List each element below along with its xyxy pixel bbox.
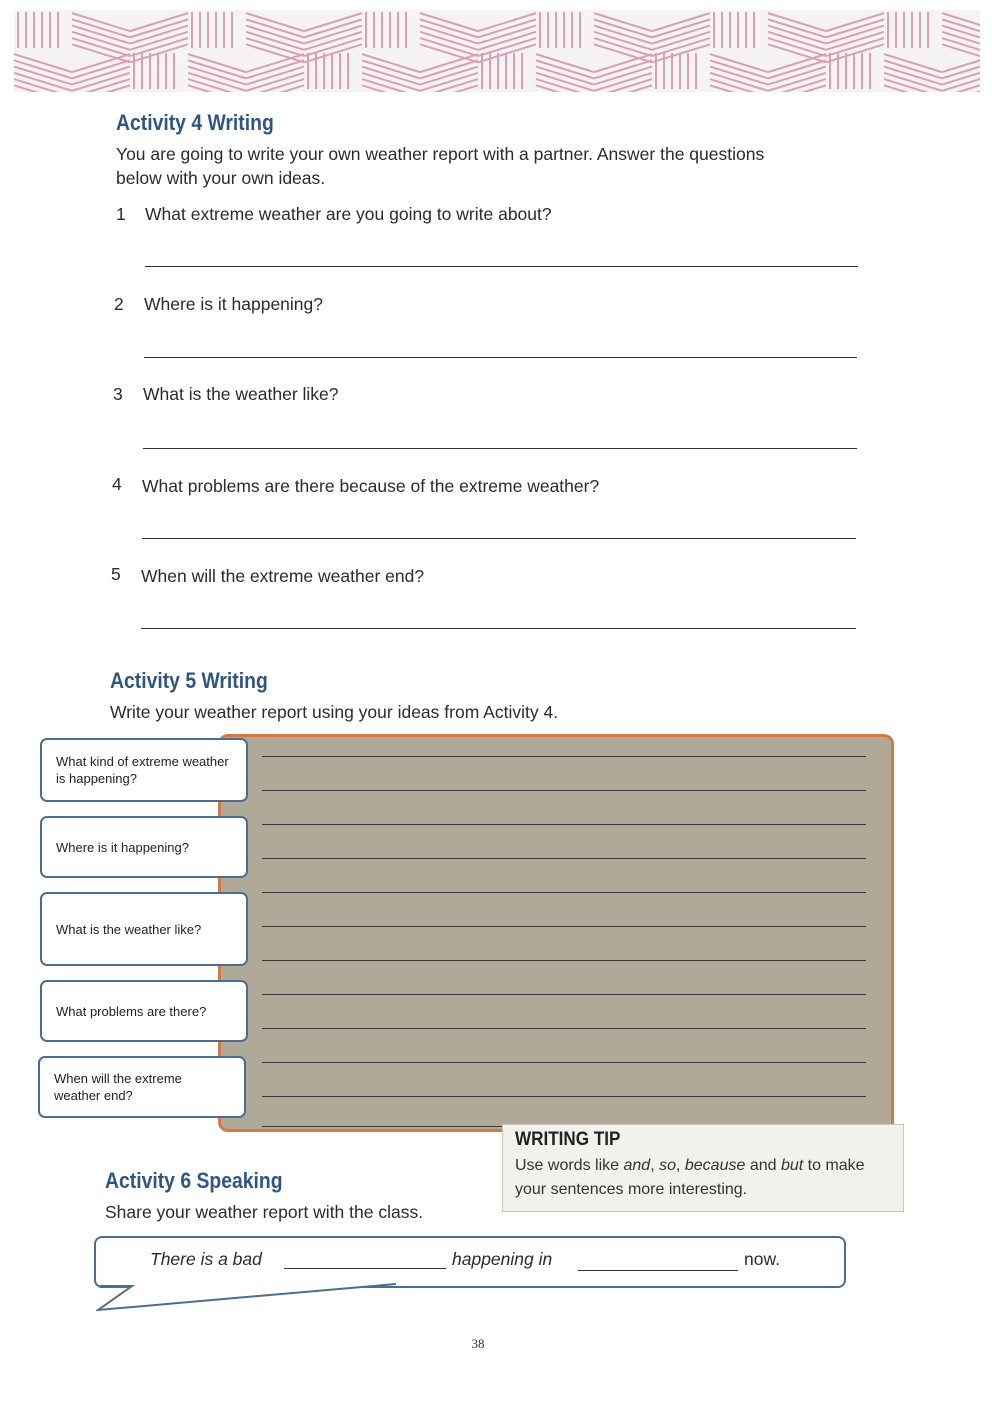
question-text: What extreme weather are you going to write about? xyxy=(145,204,552,224)
writing-line[interactable] xyxy=(262,892,866,893)
writing-line[interactable] xyxy=(262,790,866,791)
activity6-instruction: Share your weather report with the class. xyxy=(105,1202,424,1222)
prompt-box-weather: What is the weather like? xyxy=(40,892,248,966)
writing-tip-box xyxy=(502,1124,904,1212)
writing-line[interactable] xyxy=(262,1126,504,1127)
activity4-heading: Activity 4 Writing xyxy=(116,110,274,135)
writing-line[interactable] xyxy=(262,926,866,927)
question-number: 1 xyxy=(116,204,126,224)
writing-line[interactable] xyxy=(262,756,866,757)
sentence-blank-weather[interactable] xyxy=(284,1268,446,1269)
writing-tip-title: WRITING TIP xyxy=(515,1129,621,1150)
question-text: Where is it happening? xyxy=(144,294,323,314)
answer-line-3[interactable] xyxy=(143,448,857,449)
activity5-heading: Activity 5 Writing xyxy=(110,668,268,693)
page-number: 38 xyxy=(471,1336,485,1351)
question-number: 4 xyxy=(112,474,122,494)
writing-line[interactable] xyxy=(262,1062,866,1063)
question-text: What problems are there because of the extreme weather? xyxy=(142,476,600,496)
question-number: 2 xyxy=(114,294,124,314)
zigzag-pattern-icon xyxy=(14,10,980,92)
activity6-heading: Activity 6 Speaking xyxy=(105,1168,283,1193)
answer-line-4[interactable] xyxy=(142,538,856,539)
question-number: 3 xyxy=(113,384,123,404)
writing-panel xyxy=(218,734,894,1132)
writing-line[interactable] xyxy=(262,994,866,995)
answer-line-5[interactable] xyxy=(141,628,856,629)
writing-tip-text: Use words like and, so, because and but to make your sentences more interesting. xyxy=(515,1157,865,1198)
answer-line-2[interactable] xyxy=(144,357,857,358)
question-text: What is the weather like? xyxy=(143,384,339,404)
writing-line[interactable] xyxy=(262,858,866,859)
activity4-instruction-line1: You are going to write your own weather report with a partner. Answer the questions xyxy=(116,144,765,164)
sentence-frame-part3: now. xyxy=(744,1249,780,1269)
prompt-box-problems: What problems are there? xyxy=(40,980,248,1042)
decorative-banner xyxy=(14,10,980,92)
prompt-box-kind: What kind of extreme weather is happening? xyxy=(40,738,248,802)
prompt-box-where: Where is it happening? xyxy=(40,816,248,878)
activity5-instruction: Write your weather report using your ideas from Activity 4. xyxy=(110,702,559,722)
activity4-instruction-line2: below with your own ideas. xyxy=(116,168,326,188)
question-text: When will the extreme weather end? xyxy=(141,566,425,586)
writing-line[interactable] xyxy=(262,824,866,825)
writing-line[interactable] xyxy=(262,960,866,961)
question-number: 5 xyxy=(111,564,121,584)
speech-bubble-tail-icon xyxy=(96,1278,456,1318)
writing-line[interactable] xyxy=(262,1028,866,1029)
sentence-frame-part1: There is a bad xyxy=(150,1249,262,1269)
prompt-box-end: When will the extreme weather end? xyxy=(38,1056,246,1118)
sentence-blank-place[interactable] xyxy=(578,1270,738,1271)
sentence-frame-part2: happening in xyxy=(452,1249,553,1269)
writing-line[interactable] xyxy=(262,1096,866,1097)
answer-line-1[interactable] xyxy=(145,266,858,267)
